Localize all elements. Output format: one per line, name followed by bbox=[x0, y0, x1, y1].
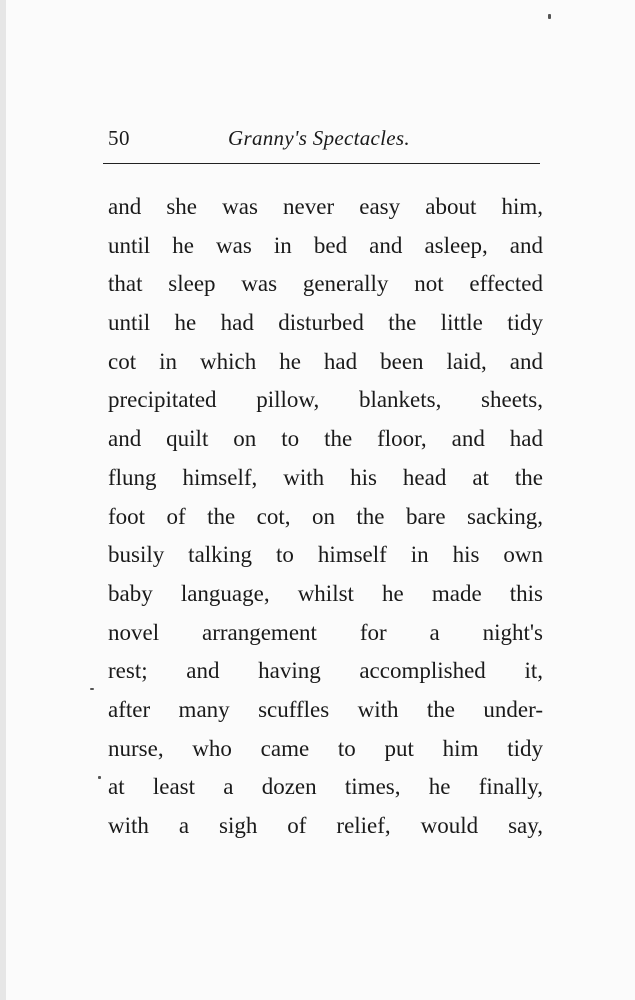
text-line: until he had disturbed the little tidy bbox=[108, 310, 543, 336]
text-line: rest; and having accomplished it, bbox=[108, 658, 543, 684]
text-line: novel arrangement for a night's bbox=[108, 619, 543, 645]
text-line: precipitated pillow, blankets, sheets, bbox=[108, 387, 543, 413]
ink-speck bbox=[90, 688, 94, 690]
text-line: cot in which he had been laid, and bbox=[108, 348, 543, 374]
header-rule bbox=[103, 163, 540, 164]
text-line: until he was in bed and asleep, and bbox=[108, 232, 543, 258]
text-line: flung himself, with his head at the bbox=[108, 464, 543, 490]
page-edge-shadow bbox=[0, 0, 6, 1000]
body-text bbox=[108, 188, 543, 846]
text-line: with a sigh of relief, would say, bbox=[108, 813, 543, 838]
text-line: foot of the cot, on the bare sacking, bbox=[108, 503, 543, 529]
text-line: nurse, who came to put him tidy bbox=[108, 735, 543, 761]
page-number: 50 bbox=[108, 126, 130, 150]
text-line: after many scuffles with the under- bbox=[108, 696, 543, 722]
text-line: and quilt on to the floor, and had bbox=[108, 426, 543, 452]
ink-speck bbox=[548, 14, 551, 19]
running-header bbox=[108, 126, 540, 162]
text-line: busily talking to himself in his own bbox=[108, 542, 543, 568]
text-line: that sleep was generally not effected bbox=[108, 271, 543, 297]
text-line: at least a dozen times, he finally, bbox=[108, 774, 543, 800]
text-line: baby language, whilst he made this bbox=[108, 580, 543, 606]
ink-speck bbox=[98, 776, 101, 779]
text-line: and she was never easy about him, bbox=[108, 194, 543, 219]
running-title: Granny's Spectacles. bbox=[228, 126, 410, 150]
